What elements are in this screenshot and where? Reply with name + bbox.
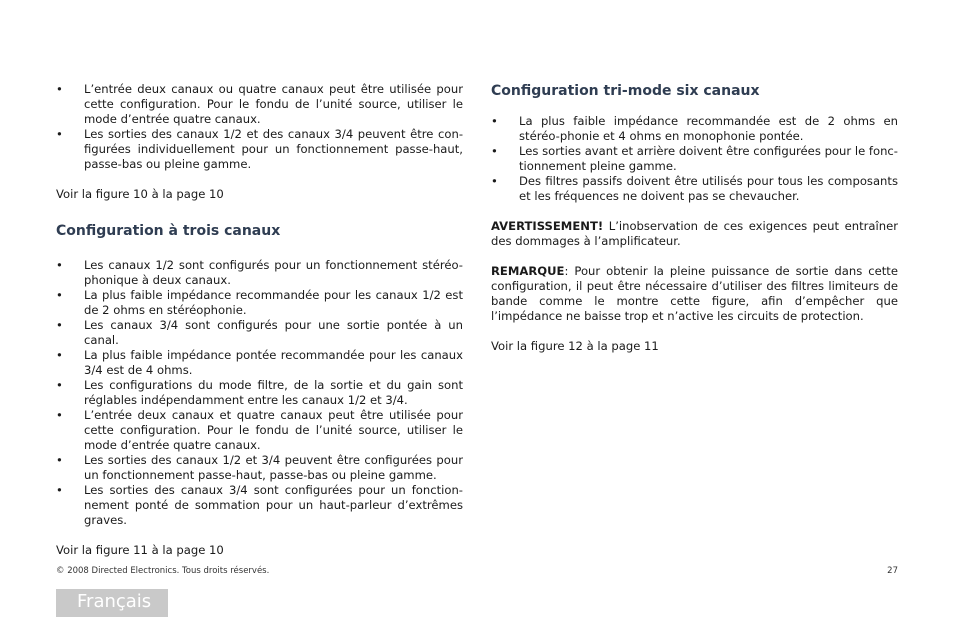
- figure-reference: Voir la figure 11 à la page 10: [56, 543, 224, 557]
- list-item: • Les canaux 3/4 sont configurés pour une sortie pontée à un canal.: [56, 318, 463, 348]
- note-paragraph: [491, 264, 898, 324]
- list-item: • Les sorties des canaux 1/2 et des canaux 3/4 peuvent être con-figurées individuellement pour un fonctionnement passe-haut, passe-bas ou pleine gamme.: [56, 127, 463, 172]
- section-heading-six-channel: Configuration tri-mode six canaux: [491, 83, 760, 99]
- language-tab: [56, 589, 168, 617]
- left-column: [56, 82, 463, 558]
- copyright-text: © 2008 Directed Electronics. Tous droits réservés.: [56, 566, 270, 576]
- list-item: • La plus faible impédance recommandée est de 2 ohms en stéréo-phonie et 4 ohms en monophonie pontée.: [491, 114, 898, 144]
- right-column: [491, 82, 898, 354]
- note-text: : Pour obtenir la pleine puissance de sortie dans cette configuration, il peut être nécessaire d’utiliser des filtres limiteurs de bande comme le montre cette figure, afin d’empêcher que l’impédance ne baisse trop et n’active les circuits de protection.: [491, 264, 898, 323]
- list-item: • Les canaux 1/2 sont configurés pour un fonctionnement stéréo-phonique à deux canaux.: [56, 258, 463, 288]
- warning-label: AVERTISSEMENT!: [491, 219, 604, 233]
- list-item: • La plus faible impédance recommandée pour les canaux 1/2 est de 2 ohms en stéréophonie.: [56, 288, 463, 318]
- list-item: • Les sorties avant et arrière doivent être configurées pour le fonc-tionnement pleine gamme.: [491, 144, 898, 174]
- figure-reference: Voir la figure 12 à la page 11: [491, 339, 659, 353]
- bullet-list-two-channel: [56, 82, 463, 172]
- list-item: • Les sorties des canaux 3/4 sont configurées pour un fonction-nement ponté de sommation pour un haut-parleur d’extrêmes graves.: [56, 483, 463, 528]
- bullet-list-six-channel: [491, 114, 898, 204]
- bullet-list-three-channel: [56, 258, 463, 528]
- list-item: • La plus faible impédance pontée recommandée pour les canaux 3/4 est de 4 ohms.: [56, 348, 463, 378]
- page-footer: [56, 566, 898, 576]
- list-item: • Des filtres passifs doivent être utilisés pour tous les composants et les fréquences ne doivent pas se chevaucher.: [491, 174, 898, 204]
- list-item: • L’entrée deux canaux ou quatre canaux peut être utilisée pour cette configuration. Pour le fondu de l’unité source, utiliser le mode d’entrée quatre canaux.: [56, 82, 463, 127]
- page-number: 27: [887, 566, 898, 576]
- note-label: REMARQUE: [491, 264, 565, 278]
- warning-text: L’inobservation de ces exigences peut entraîner des dommages à l’amplificateur.: [491, 219, 898, 248]
- section-heading-three-channel: Configuration à trois canaux: [56, 223, 281, 239]
- warning-paragraph: [491, 219, 898, 249]
- list-item: • Les sorties des canaux 1/2 et 3/4 peuvent être configurées pour un fonctionnement passe-haut, passe-bas ou pleine gamme.: [56, 453, 463, 483]
- list-item: • L’entrée deux canaux et quatre canaux peut être utilisée pour cette configuration. Pour le fondu de l’unité source, utiliser le mode d’entrée quatre canaux.: [56, 408, 463, 453]
- list-item: • Les configurations du mode filtre, de la sortie et du gain sont réglables indépendamment entre les canaux 1/2 et 3/4.: [56, 378, 463, 408]
- language-label: Français: [77, 591, 152, 612]
- figure-reference: Voir la figure 10 à la page 10: [56, 187, 224, 201]
